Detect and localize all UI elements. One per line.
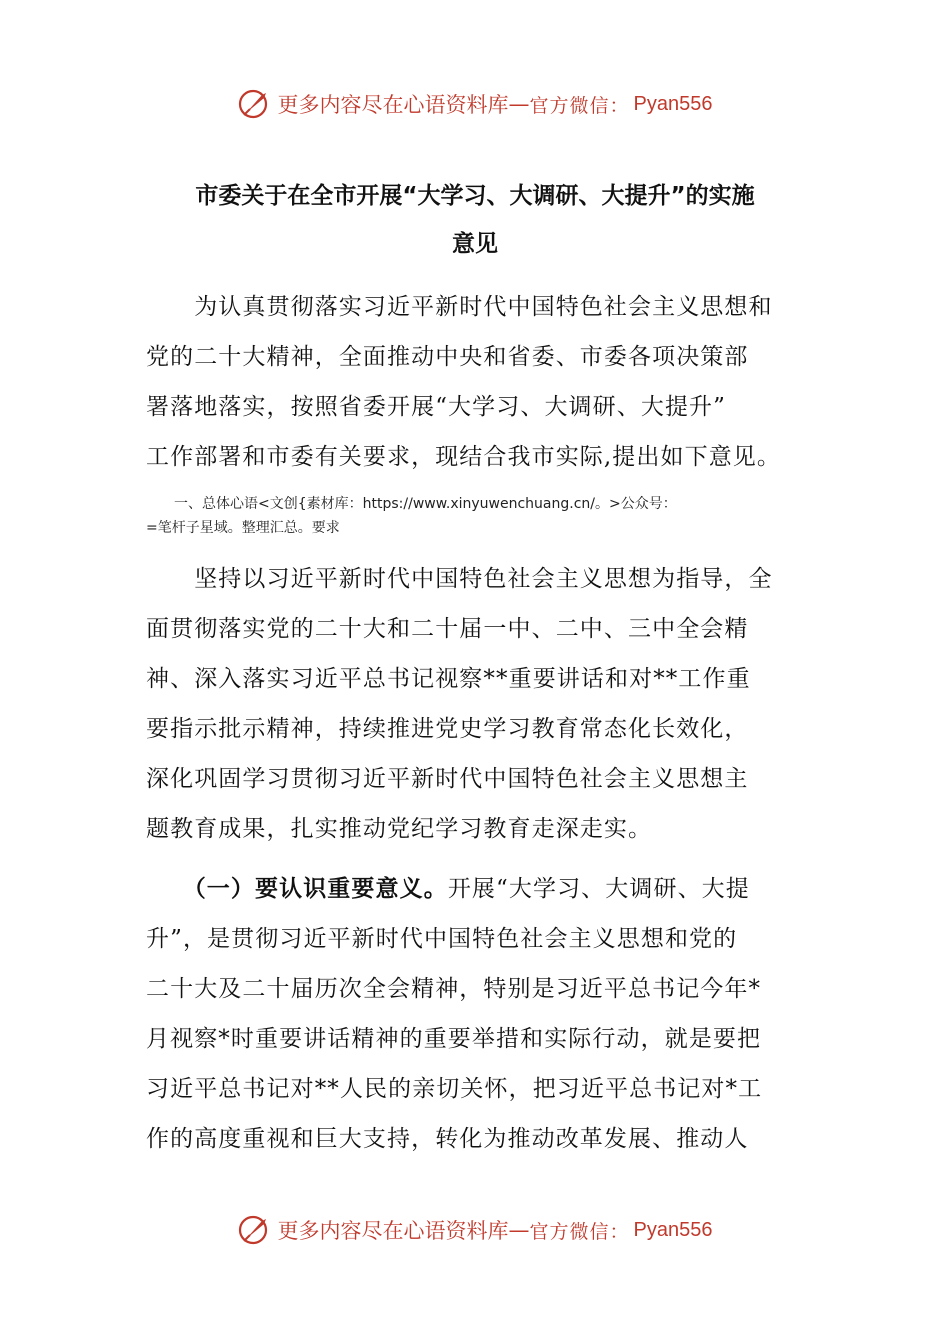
watermark-wechat-id: Pyan556	[633, 92, 713, 115]
watermark-text: 更多内容尽在心语资料库	[277, 93, 509, 117]
watermark-banner-top	[0, 84, 950, 124]
watermark-official-label: 官方微信：	[529, 94, 630, 117]
paragraph-line: 习近平总书记对**人民的亲切关怀，把习近平总书记对*工	[146, 1076, 763, 1102]
paragraph-line: 作的高度重视和巨大支持，转化为推动改革发展、推动人	[146, 1126, 749, 1152]
watermark-text: 更多内容尽在心语资料库	[277, 1219, 509, 1243]
intro-line: 工作部署和市委有关要求，现结合我市实际,提出如下意见。	[146, 444, 782, 470]
intro-line: 为认真贯彻落实习近平新时代中国特色社会主义思想和	[146, 294, 773, 320]
watermark-wechat-id: Pyan556	[633, 1218, 713, 1241]
subsection-heading: （一）要认识重要意义。	[146, 876, 448, 902]
quill-logo-icon	[238, 87, 272, 121]
paragraph-line: 升”，是贯彻习近平新时代中国特色社会主义思想和党的	[146, 926, 738, 952]
paragraph-line: 要指示批示精神，持续推进党史学习教育常态化长效化，	[146, 716, 749, 742]
section-heading-line: 一、总体心语<文创{素材库：https://www.xinyuwenchuang.cn/。>公众号：	[146, 496, 677, 512]
watermark-separator: —	[508, 92, 530, 116]
subsection-first-line	[146, 864, 806, 914]
paragraph-line: 坚持以习近平新时代中国特色社会主义思想为指导，全	[146, 566, 773, 592]
document-title-line-2: 意见	[452, 231, 498, 257]
paragraph-line: 二十大及二十届历次全会精神，特别是习近平总书记今年*	[146, 976, 762, 1002]
paragraph-line: 神、深入落实习近平总书记视察**重要讲话和对**工作重	[146, 666, 751, 692]
watermark-separator: —	[508, 1218, 530, 1242]
watermark-official-label: 官方微信：	[529, 1220, 630, 1243]
section-heading-line: =笔杆子星域。整理汇总。要求	[146, 520, 340, 536]
paragraph-line: 月视察*时重要讲话精神的重要举措和实际行动，就是要把	[146, 1026, 762, 1052]
intro-line: 党的二十大精神，全面推动中央和省委、市委各项决策部	[146, 344, 749, 370]
intro-line: 署落地落实，按照省委开展“大学习、大调研、大提升”	[146, 394, 727, 420]
document-title-line-1: 市委关于在全市开展“大学习、大调研、大提升”的实施	[195, 183, 755, 209]
paragraph-line: 面贯彻落实党的二十大和二十届一中、二中、三中全会精	[146, 616, 749, 642]
watermark-banner-bottom	[0, 1210, 950, 1250]
quill-logo-icon	[238, 1213, 272, 1247]
paragraph-line: 题教育成果，扎实推动党纪学习教育走深走实。	[146, 816, 653, 842]
paragraph-line: 深化巩固学习贯彻习近平新时代中国特色社会主义思想主	[146, 766, 749, 792]
subsection-text: 开展“大学习、大调研、大提	[447, 876, 750, 902]
